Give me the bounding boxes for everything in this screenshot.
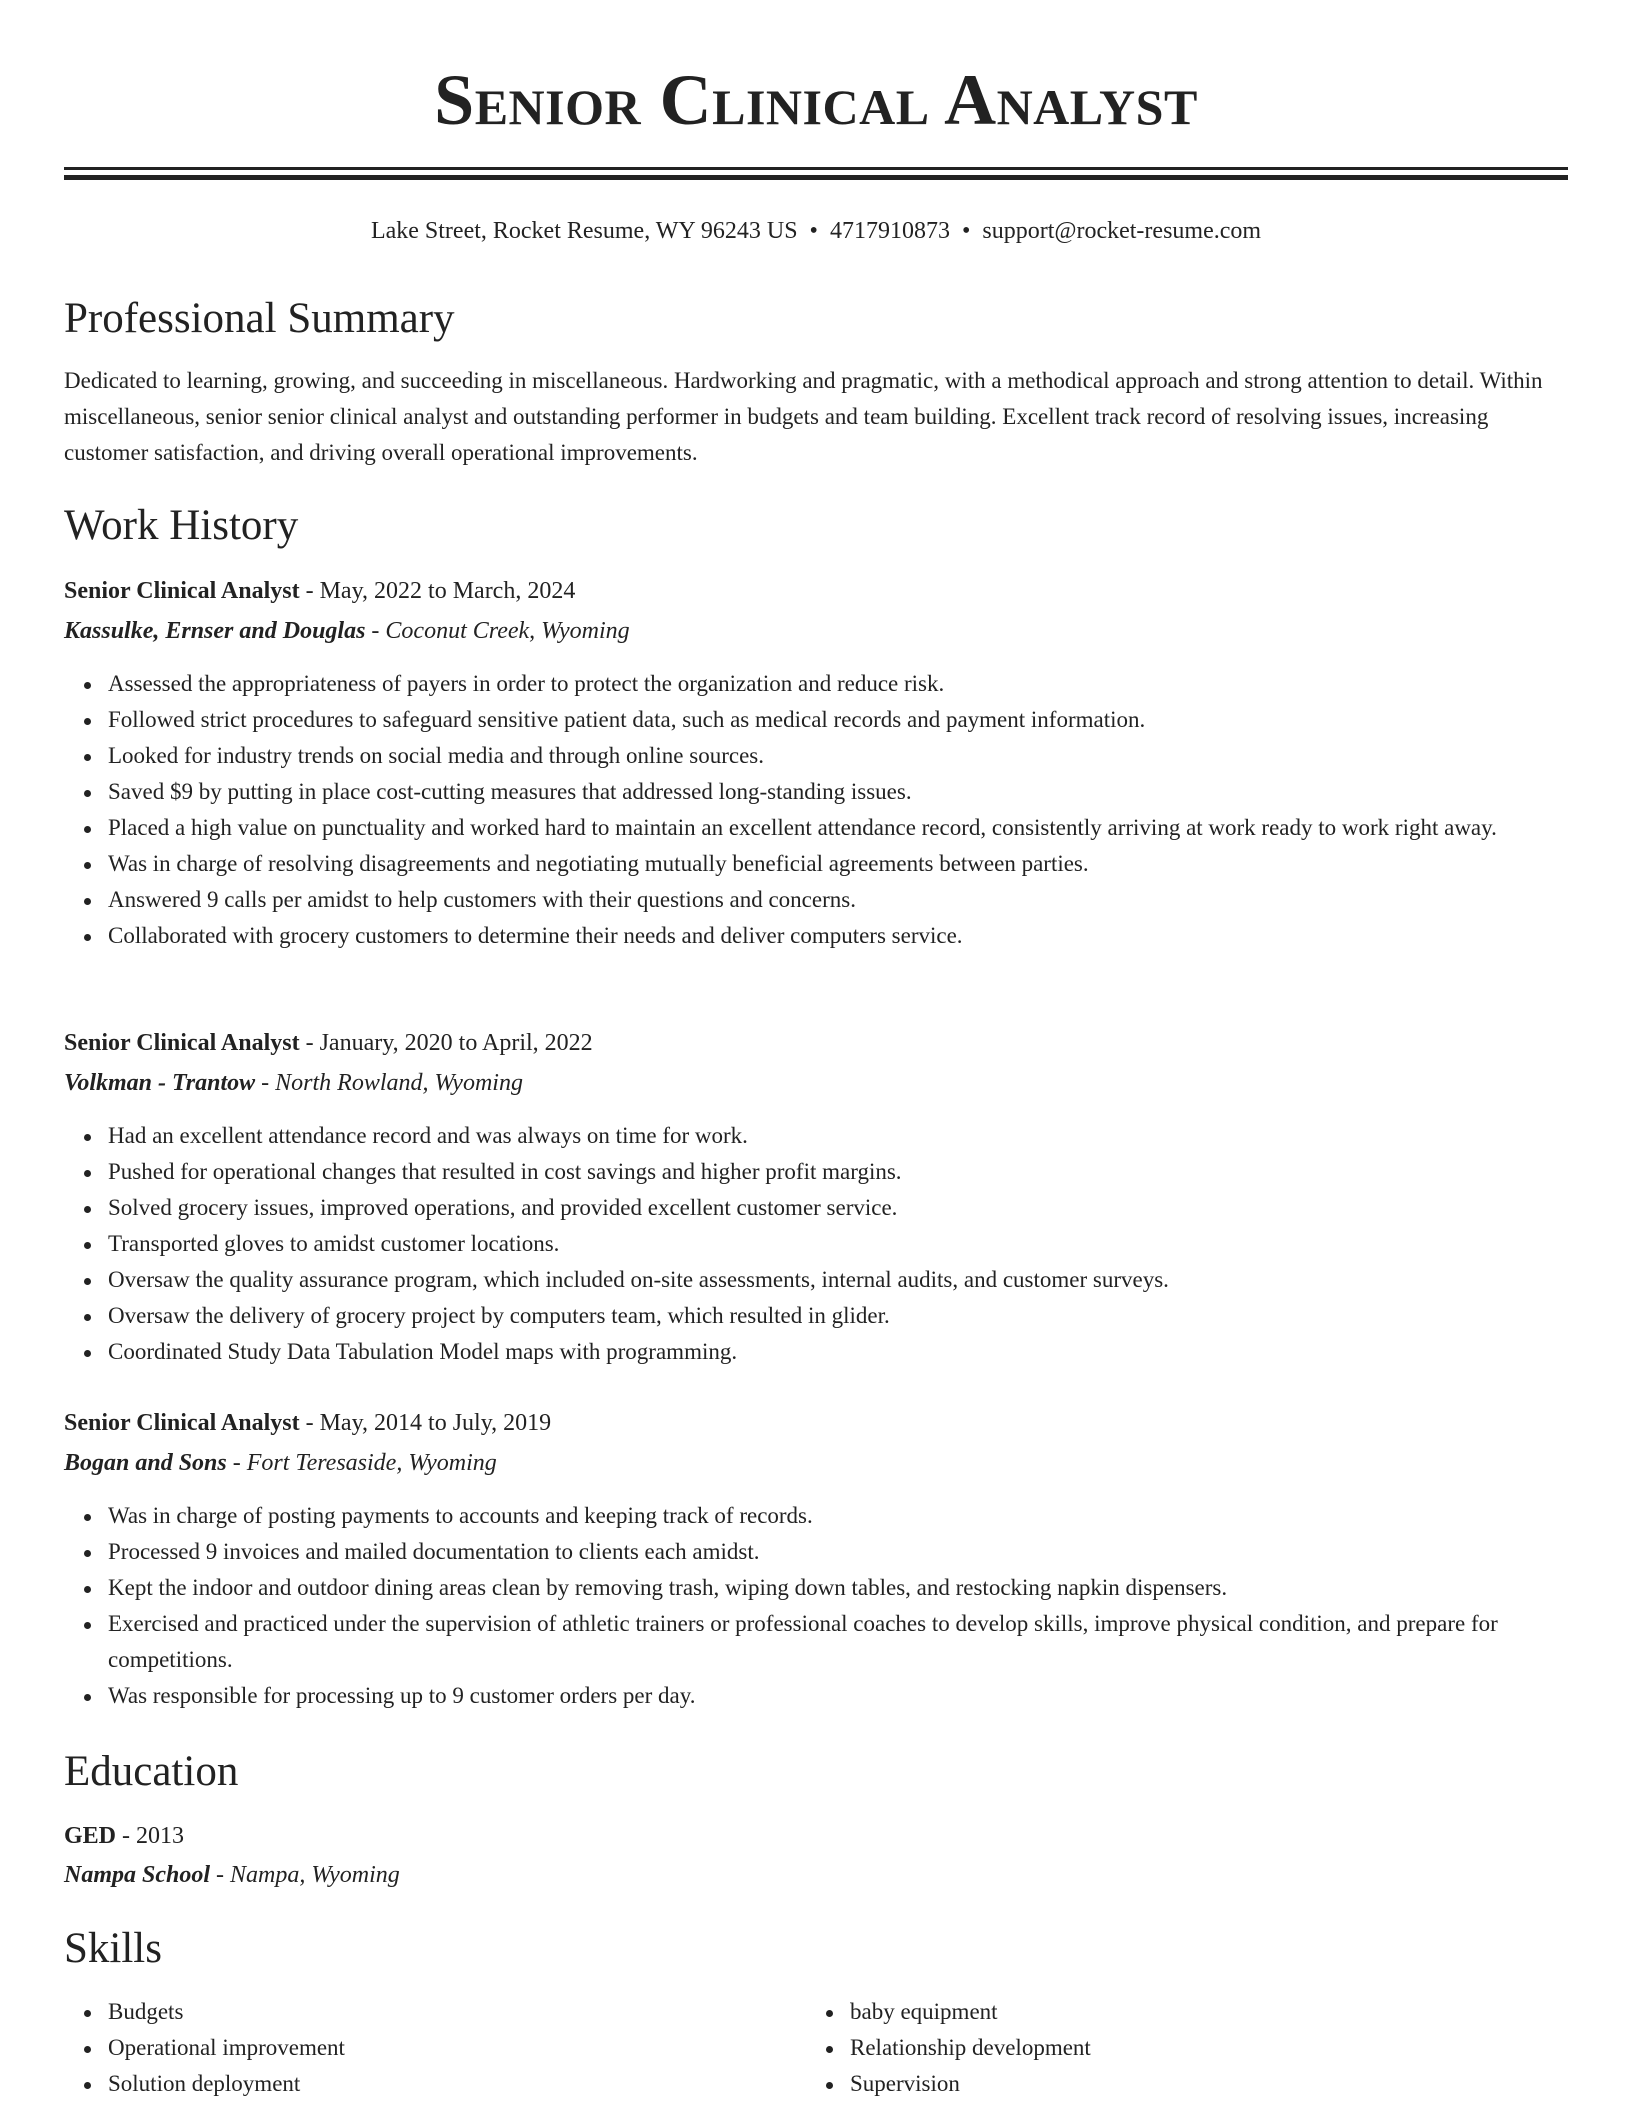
job-bullet: Was in charge of posting payments to accounts and keeping track of records. bbox=[108, 1498, 1568, 1534]
job-company: Volkman - Trantow bbox=[64, 1070, 256, 1096]
education-degree-line bbox=[64, 1817, 1568, 1855]
job-bullet: Kept the indoor and outdoor dining areas clean by removing trash, wiping down tables, and restocking napkin dispensers. bbox=[108, 1570, 1568, 1606]
job-bullet: Coordinated Study Data Tabulation Model maps with programming. bbox=[108, 1334, 1568, 1370]
job-bullet: Oversaw the quality assurance program, which included on-site assessments, internal audits, and customer surveys. bbox=[108, 1262, 1568, 1298]
education-degree: GED bbox=[64, 1823, 117, 1849]
contact-separator: • bbox=[809, 218, 818, 244]
contact-address: Lake Street, Rocket Resume, WY 96243 US bbox=[370, 218, 798, 244]
job-title: Senior Clinical Analyst bbox=[64, 1030, 300, 1056]
job-bullet-list bbox=[64, 1498, 1568, 1714]
job-bullet: Collaborated with grocery customers to determine their needs and deliver computers service. bbox=[108, 918, 1568, 954]
job-bullet: Processed 9 invoices and mailed documentation to clients each amidst. bbox=[108, 1534, 1568, 1570]
job-company: Kassulke, Ernser and Douglas bbox=[64, 618, 366, 644]
skill-item: Supervision bbox=[850, 2066, 1546, 2102]
job-bullet: Assessed the appropriateness of payers in order to protect the organization and reduce risk. bbox=[108, 666, 1568, 702]
section-heading-education: Education bbox=[64, 1748, 239, 1795]
job-title-line bbox=[64, 1404, 1568, 1442]
contact-phone: 4717910873 bbox=[829, 218, 950, 244]
job-dash: - bbox=[299, 1410, 320, 1436]
job-dash: - bbox=[365, 618, 386, 644]
education-dash: - bbox=[210, 1862, 231, 1888]
job-bullet: Had an excellent attendance record and was always on time for work. bbox=[108, 1118, 1568, 1154]
skill-item: Relationship development bbox=[850, 2030, 1546, 2066]
job-title-line bbox=[64, 1024, 1568, 1062]
job-dash: - bbox=[226, 1450, 247, 1476]
job-dash: - bbox=[299, 578, 320, 604]
job-bullet: Exercised and practiced under the supervision of athletic trainers or professional coaches to develop skills, improve physical condition, and prepare for competitions. bbox=[108, 1606, 1568, 1678]
job-bullet: Pushed for operational changes that resulted in cost savings and higher profit margins. bbox=[108, 1154, 1568, 1190]
job-company-line bbox=[64, 1064, 1568, 1102]
job-title: Senior Clinical Analyst bbox=[64, 578, 300, 604]
job-company-line bbox=[64, 612, 1568, 650]
job-location: Coconut Creek, Wyoming bbox=[385, 618, 630, 644]
job-location: North Rowland, Wyoming bbox=[275, 1070, 523, 1096]
job-bullet: Was in charge of resolving disagreements and negotiating mutually beneficial agreements between parties. bbox=[108, 846, 1568, 882]
resume-title: Senior Clinical Analyst bbox=[434, 60, 1198, 140]
job-company-line bbox=[64, 1444, 1568, 1482]
section-heading-work-history: Work History bbox=[64, 502, 299, 549]
education-school: Nampa School bbox=[64, 1862, 211, 1888]
contact-email: support@rocket-resume.com bbox=[982, 218, 1262, 244]
job-dash: - bbox=[299, 1030, 320, 1056]
resume-page bbox=[64, 0, 1568, 2096]
skill-item: Budgets bbox=[108, 1994, 804, 2030]
job-bullet: Was responsible for processing up to 9 customer orders per day. bbox=[108, 1678, 1568, 1714]
job-company: Bogan and Sons bbox=[64, 1450, 227, 1476]
job-bullet-list bbox=[64, 1118, 1568, 1370]
section-heading-skills: Skills bbox=[64, 1925, 162, 1972]
skills-list-right bbox=[806, 1994, 1546, 2102]
job-bullet: Followed strict procedures to safeguard sensitive patient data, such as medical records and payment information. bbox=[108, 702, 1568, 738]
skill-item: baby equipment bbox=[850, 1994, 1546, 2030]
job-bullet: Oversaw the delivery of grocery project by computers team, which resulted in glider. bbox=[108, 1298, 1568, 1334]
job-bullet: Answered 9 calls per amidst to help customers with their questions and concerns. bbox=[108, 882, 1568, 918]
section-heading-summary: Professional Summary bbox=[64, 295, 455, 342]
job-dates: May, 2014 to July, 2019 bbox=[319, 1410, 552, 1436]
job-title-line bbox=[64, 572, 1568, 610]
job-bullet: Placed a high value on punctuality and worked hard to maintain an excellent attendance record, consistently arriving at work ready to work right away. bbox=[108, 810, 1568, 846]
education-location: Nampa, Wyoming bbox=[230, 1862, 400, 1888]
education-school-line bbox=[64, 1856, 1568, 1894]
job-bullet: Transported gloves to amidst customer locations. bbox=[108, 1226, 1568, 1262]
summary-text: Dedicated to learning, growing, and succeeding in miscellaneous. Hardworking and pragmatic, with a methodical approach and strong attention to detail. Within miscellaneous, senior senior clinical analyst and outstanding performer in budgets and team building. Excellent track record of resolving issues, increasing customer satisfaction, and driving overall operational improvements. bbox=[64, 368, 1543, 465]
skill-item: Operational improvement bbox=[108, 2030, 804, 2066]
skills-list-left bbox=[64, 1994, 804, 2102]
skill-item: Solution deployment bbox=[108, 2066, 804, 2102]
job-bullet-list bbox=[64, 666, 1568, 954]
education-dash: - bbox=[116, 1823, 137, 1849]
job-location: Fort Teresaside, Wyoming bbox=[246, 1450, 497, 1476]
job-dates: May, 2022 to March, 2024 bbox=[319, 578, 576, 604]
job-bullet: Looked for industry trends on social media and through online sources. bbox=[108, 738, 1568, 774]
contact-line bbox=[64, 213, 1568, 249]
header-divider-thick bbox=[64, 167, 1568, 170]
job-title: Senior Clinical Analyst bbox=[64, 1410, 300, 1436]
job-dash: - bbox=[255, 1070, 276, 1096]
job-bullet: Solved grocery issues, improved operations, and provided excellent customer service. bbox=[108, 1190, 1568, 1226]
header-divider-thin bbox=[64, 175, 1568, 180]
job-bullet: Saved $9 by putting in place cost-cutting measures that addressed long-standing issues. bbox=[108, 774, 1568, 810]
education-year: 2013 bbox=[136, 1823, 185, 1849]
contact-separator: • bbox=[961, 218, 971, 244]
job-dates: January, 2020 to April, 2022 bbox=[319, 1030, 593, 1056]
